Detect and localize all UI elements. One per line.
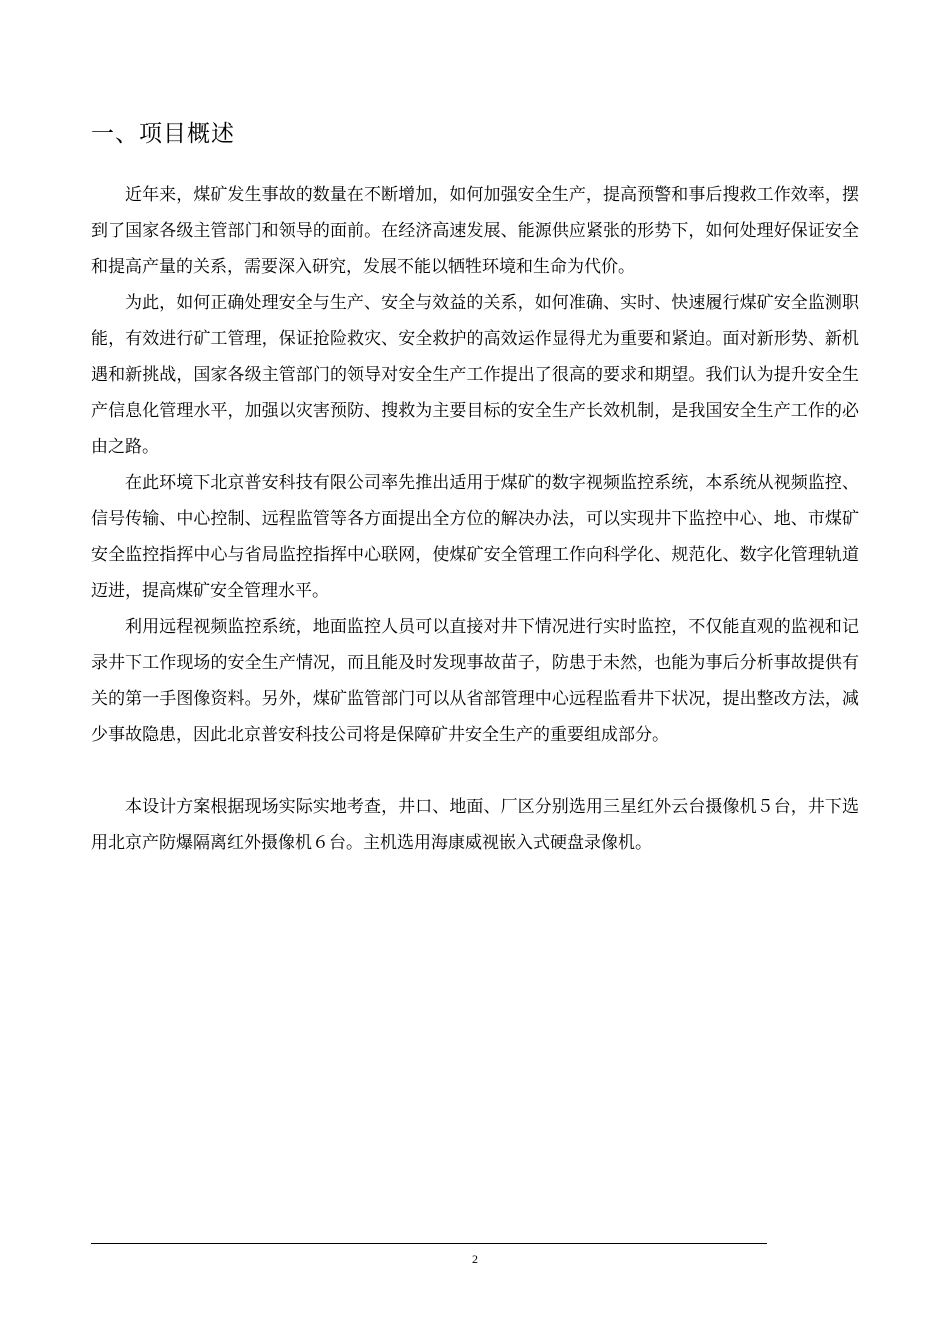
paragraph: 近年来，煤矿发生事故的数量在不断增加，如何加强安全生产，提高预警和事后搜救工作效率，摆到了国家各级主管部门和领导的面前。在经济高速发展、能源供应紧张的形势下，如何处理好保证安全和提高产量的关系，需要深入研究，发展不能以牺牲环境和生命为代价。 <box>91 185 859 277</box>
paragraph: 利用远程视频监控系统，地面监控人员可以直接对井下情况进行实时监控，不仅能直观的监视和记录井下工作现场的安全生产情况，而且能及时发现事故苗子，防患于未然，也能为事后分析事故提供有关的第一手图像资料。另外，煤矿监管部门可以从省部管理中心远程监看井下状况，提出整改方法，减少事故隐患，因此北京普安科技公司将是保障矿井安全生产的重要组成部分。 <box>91 617 859 745</box>
paragraph: 本设计方案根据现场实际实地考查，井口、地面、厂区分别选用三星红外云台摄像机５台，井下选用北京产防爆隔离红外摄像机６台。主机选用海康威视嵌入式硬盘录像机。 <box>91 797 859 853</box>
body-text <box>91 177 859 861</box>
page-number: 2 <box>472 1252 478 1266</box>
paragraph: 在此环境下北京普安科技有限公司率先推出适用于煤矿的数字视频监控系统，本系统从视频监控、信号传输、中心控制、远程监管等各方面提出全方位的解决办法，可以实现井下监控中心、地、市煤矿安全监控指挥中心与省局监控指挥中心联网，使煤矿安全管理工作向科学化、规范化、数字化管理轨道迈进，提高煤矿安全管理水平。 <box>91 473 859 601</box>
footer-divider <box>91 1243 767 1244</box>
section-heading: 一、项目概述 <box>91 121 235 147</box>
paragraph: 为此，如何正确处理安全与生产、安全与效益的关系，如何准确、实时、快速履行煤矿安全监测职能，有效进行矿工管理，保证抢险救灾、安全救护的高效运作显得尤为重要和紧迫。面对新形势、新机遇和新挑战，国家各级主管部门的领导对安全生产工作提出了很高的要求和期望。我们认为提升安全生产信息化管理水平，加强以灾害预防、搜救为主要目标的安全生产长效机制，是我国安全生产工作的必由之路。 <box>91 293 859 457</box>
